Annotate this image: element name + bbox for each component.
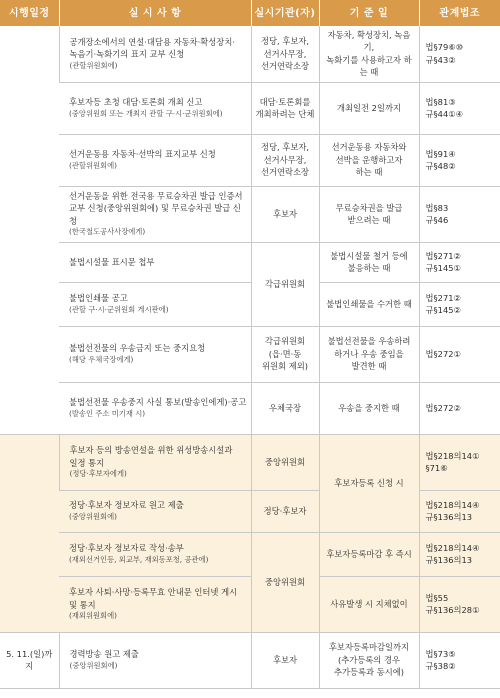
action-cell: 불법선전물 우송중지 사실 통보(발송인에게)·공고 (발송인 주소 미기재 시) [59, 382, 251, 434]
table-row [0, 576, 500, 632]
action-cell: 후보자등 초청 대담·토론회 개최 신고 (중앙위원회 또는 개최지 관할 구·시·군위원회에) [59, 82, 251, 134]
date-cell [0, 434, 59, 632]
action-cell: 불법인쇄물 공고 (관할 구·시·군위원회 게시판에) [59, 282, 251, 326]
basis-cell: 불법인쇄물을 수거한 때 [319, 282, 419, 326]
basis-cell: 후보자등록마감일까지 (추가등록의 경우 추가등록과 동시에) [319, 632, 419, 688]
law-cell: 법§218의14④ 규§136의13 [419, 532, 500, 576]
basis-cell: 불법시설물 철거 등에 불응하는 때 [319, 242, 419, 282]
action-cell: 불법선전물의 우송금지 또는 중지요청 (해당 우체국장에게) [59, 326, 251, 382]
table-row [0, 82, 500, 134]
basis-cell: 후보자등록마감 후 즉시 [319, 532, 419, 576]
table-row [0, 134, 500, 186]
agency-cell: 후보자 [251, 186, 319, 242]
law-cell: 법§91④ 규§48② [419, 134, 500, 186]
basis-cell: 무료승차권을 발급 받으려는 때 [319, 186, 419, 242]
agency-cell: 후보자 [251, 632, 319, 688]
table-row [0, 326, 500, 382]
table-row [0, 282, 500, 326]
table-row [0, 242, 500, 282]
date-cell [0, 26, 59, 434]
agency-cell: 우체국장 [251, 382, 319, 434]
table-row [0, 632, 500, 688]
action-cell: 후보자 등의 방송연설을 위한 위성방송시설과 일정 통지 (정당·후보자에게) [59, 434, 251, 490]
law-cell: 법§218의14① §71⑥ [419, 434, 500, 490]
basis-cell: 불법선전물을 우송하려 하거나 우송 중임을 발견한 때 [319, 326, 419, 382]
law-cell: 법§271② 규§145② [419, 282, 500, 326]
agency-cell: 각급위원회 [251, 242, 319, 326]
action-cell: 경력방송 원고 제출 (중앙위원회에) [59, 632, 251, 688]
basis-cell: 사유발생 시 지체없이 [319, 576, 419, 632]
law-cell: 법§83 규§46 [419, 186, 500, 242]
table-row [0, 532, 500, 576]
date-cell: 5. 11.(일)까지 [0, 632, 59, 688]
header-date: 시행일정 [0, 0, 59, 26]
table-row [0, 26, 500, 82]
agency-cell: 각급위원회 (읍·면·동 위원회 제외) [251, 326, 319, 382]
agency-cell: 정당, 후보자, 선거사무장, 선거연락소장 [251, 26, 319, 82]
law-cell: 법§81③ 규§44①④ [419, 82, 500, 134]
action-cell: 선거운동을 위한 전국용 무료승차권 발급 인증서 교부 신청(중앙위원회에) 및 무료승차권 발급 신청 (한국철도공사사장에게) [59, 186, 251, 242]
action-cell: 후보자 사퇴·사망·등록무효 안내문 인터넷 게시 및 통지 (재외위원회에) [59, 576, 251, 632]
law-cell: 법§271② 규§145① [419, 242, 500, 282]
table-row [0, 186, 500, 242]
law-cell: 법§55 규§136의28① [419, 576, 500, 632]
law-cell: 법§73⑤ 규§38② [419, 632, 500, 688]
basis-cell: 개최일전 2일까지 [319, 82, 419, 134]
action-cell: 불법시설물 표시문 첩부 [59, 242, 251, 282]
header-row [0, 0, 500, 26]
basis-cell: 후보자등록 신청 시 [319, 434, 419, 532]
header-action: 실 시 사 항 [59, 0, 251, 26]
action-cell: 공개장소에서의 연설·대담용 자동차·확성장치· 녹음기·녹화기의 표지 교부 신청 (관할위원회에) [59, 26, 251, 82]
agency-cell: 중앙위원회 [251, 532, 319, 632]
header-basis-date: 기 준 일 [319, 0, 419, 26]
law-cell: 법§218의14④ 규§136의13 [419, 490, 500, 532]
header-agency: 실시기관(자) [251, 0, 319, 26]
basis-cell: 선거운동용 자동차와 선박을 운행하고자 하는 때 [319, 134, 419, 186]
table-row [0, 490, 500, 532]
basis-cell: 우송을 중지한 때 [319, 382, 419, 434]
action-cell: 선거운동용 자동차·선박의 표지교부 신청 (관할위원회에) [59, 134, 251, 186]
agency-cell: 정당, 후보자, 선거사무장, 선거연락소장 [251, 134, 319, 186]
law-cell: 법§272① [419, 326, 500, 382]
action-cell: 정당·후보자 정보자료 작성·송부 (재외선거인등, 외교부, 재외동포청, 공관에) [59, 532, 251, 576]
agency-cell: 중앙위원회 [251, 434, 319, 490]
agency-cell: 정당·후보자 [251, 490, 319, 532]
basis-cell: 자동차, 확성장치, 녹음기, 녹화기를 사용하고자 하는 때 [319, 26, 419, 82]
law-cell: 법§79⑥⑩ 규§43② [419, 26, 500, 82]
header-law: 관계법조 [419, 0, 500, 26]
action-cell: 정당·후보자 정보자료 원고 제출 (중앙위원회에) [59, 490, 251, 532]
law-cell: 법§272② [419, 382, 500, 434]
table-row [0, 382, 500, 434]
table-row [0, 434, 500, 490]
agency-cell: 대담·토론회를 개최하려는 단체 [251, 82, 319, 134]
